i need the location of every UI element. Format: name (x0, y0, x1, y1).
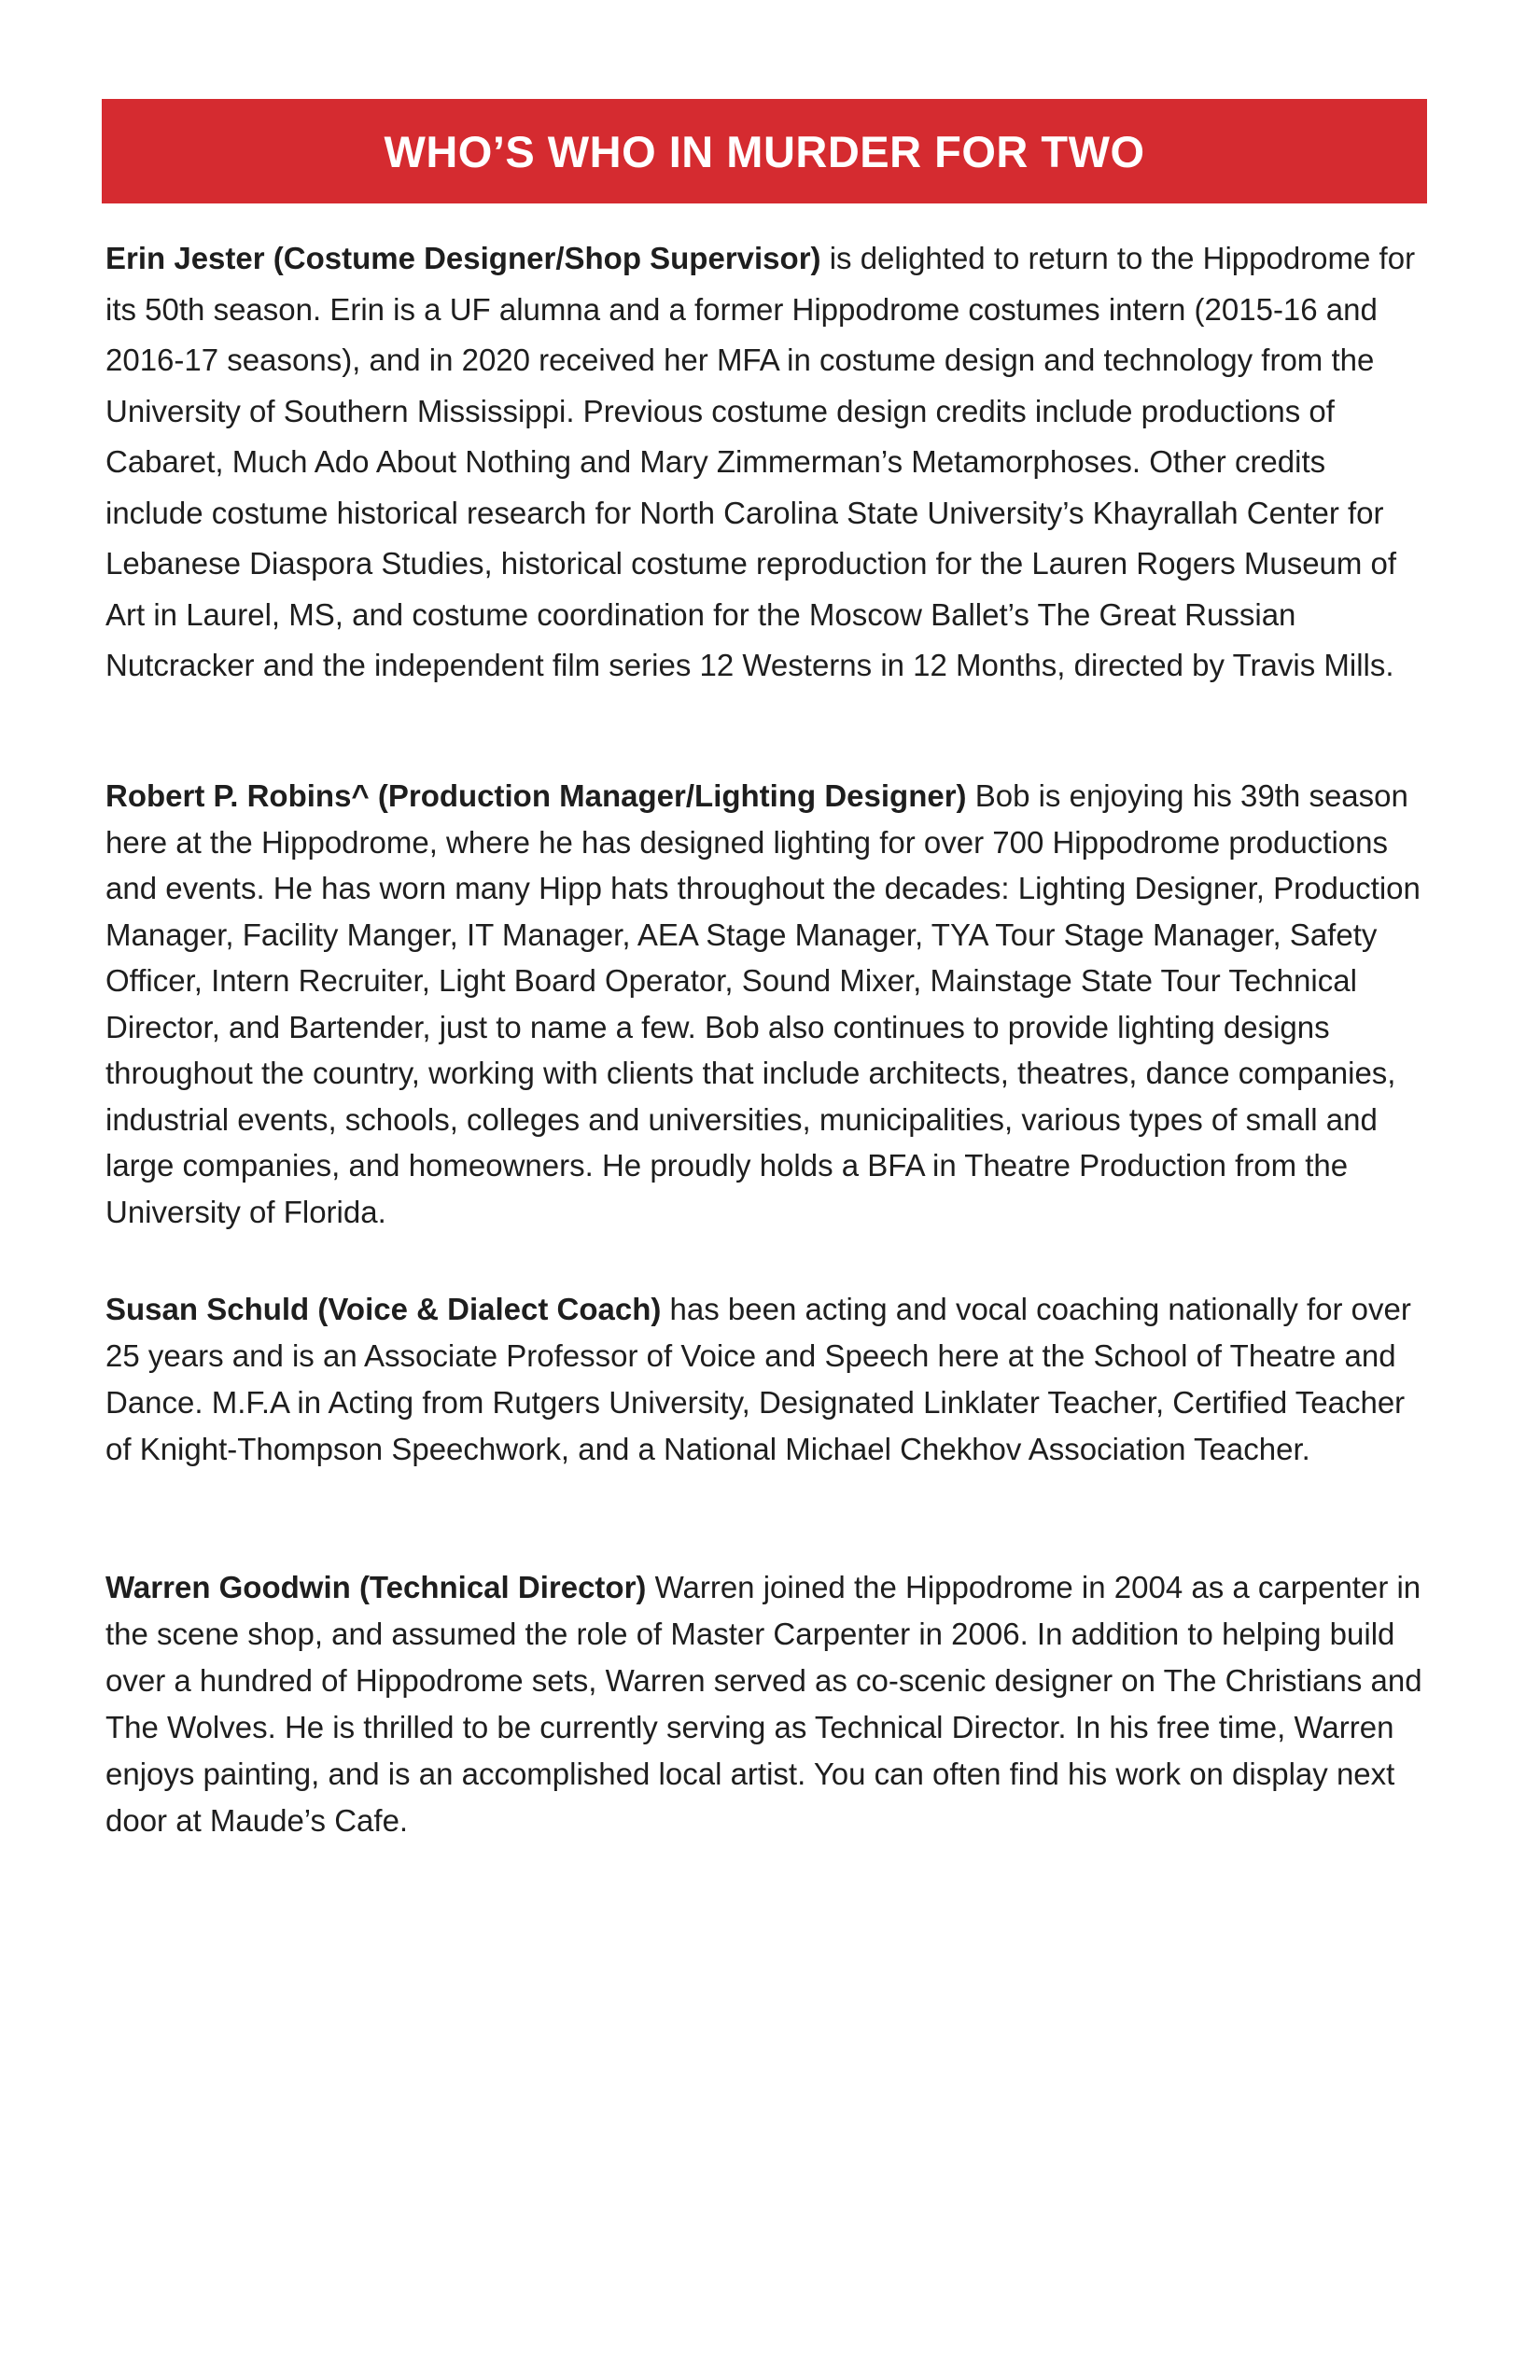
page-title: WHO’S WHO IN MURDER FOR TWO (384, 126, 1145, 176)
bio-name: Warren Goodwin (Technical Director) (105, 1570, 647, 1604)
bio-text: is delighted to return to the Hippodrome for its 50th season. Erin is a UF alumna and a former Hippodrome costumes intern (2015-16 and 2016-17 seasons), and in 2020 received her MFA in costume design and technology from the University of Southern Mississippi. Previous costume design credits include productions of Cabaret, Much Ado About Nothing and Mary Zimmerman’s Metamorphoses. Other credits include costume historical research for North Carolina State University’s Khayrallah Center for Lebanese Diaspora Studies, historical costume reproduction for the Lauren Rogers Museum of Art in Laurel, MS, and costume coordination for the Moscow Ballet’s The Great Russian Nutcracker and the independent film series 12 Westerns in 12 Months, directed by Travis Mills. (105, 241, 1416, 682)
header-banner (102, 99, 1427, 203)
bio-paragraph-erin-jester (105, 233, 1431, 692)
bio-text: Warren joined the Hippodrome in 2004 as a carpenter in the scene shop, and assumed the role of Master Carpenter in 2006. In addition to helping build over a hundred of Hippodrome sets, Warren served as co-scenic designer on The Christians and The Wolves. He is thrilled to be currently serving as Technical Director. In his free time, Warren enjoys painting, and is an accomplished local artist. You can often find his work on display next door at Maude’s Cafe. (105, 1570, 1422, 1838)
bio-paragraph-susan-schuld (105, 1286, 1431, 1473)
bio-name: Susan Schuld (Voice & Dialect Coach) (105, 1292, 662, 1326)
bio-name: Robert P. Robins^ (Production Manager/Lighting Designer) (105, 778, 967, 813)
bio-text: has been acting and vocal coaching nationally for over 25 years and is an Associate Professor of Voice and Speech here at the School of Theatre and Dance. M.F.A in Acting from Rutgers University, Designated Linklater Teacher, Certified Teacher of Knight-Thompson Speechwork, and a National Michael Chekhov Association Teacher. (105, 1292, 1411, 1466)
bio-paragraph-robert-robins (105, 773, 1431, 1235)
bio-paragraph-warren-goodwin (105, 1564, 1431, 1844)
bio-name: Erin Jester (Costume Designer/Shop Supervisor) (105, 241, 821, 275)
bio-text: Bob is enjoying his 39th season here at the Hippodrome, where he has designed lighting for over 700 Hippodrome productions and events. He has worn many Hipp hats throughout the decades: Lighting Designer, Production Manager, Facility Manger, IT Manager, AEA Stage Manager, TYA Tour Stage Manager, Safety Officer, Intern Recruiter, Light Board Operator, Sound Mixer, Mainstage State Tour Technical Director, and Bartender, just to name a few. Bob also continues to provide lighting designs throughout the country, working with clients that include architects, theatres, dance companies, industrial events, schools, colleges and universities, municipalities, various types of small and large companies, and homeowners. He proudly holds a BFA in Theatre Production from the University of Florida. (105, 778, 1421, 1229)
